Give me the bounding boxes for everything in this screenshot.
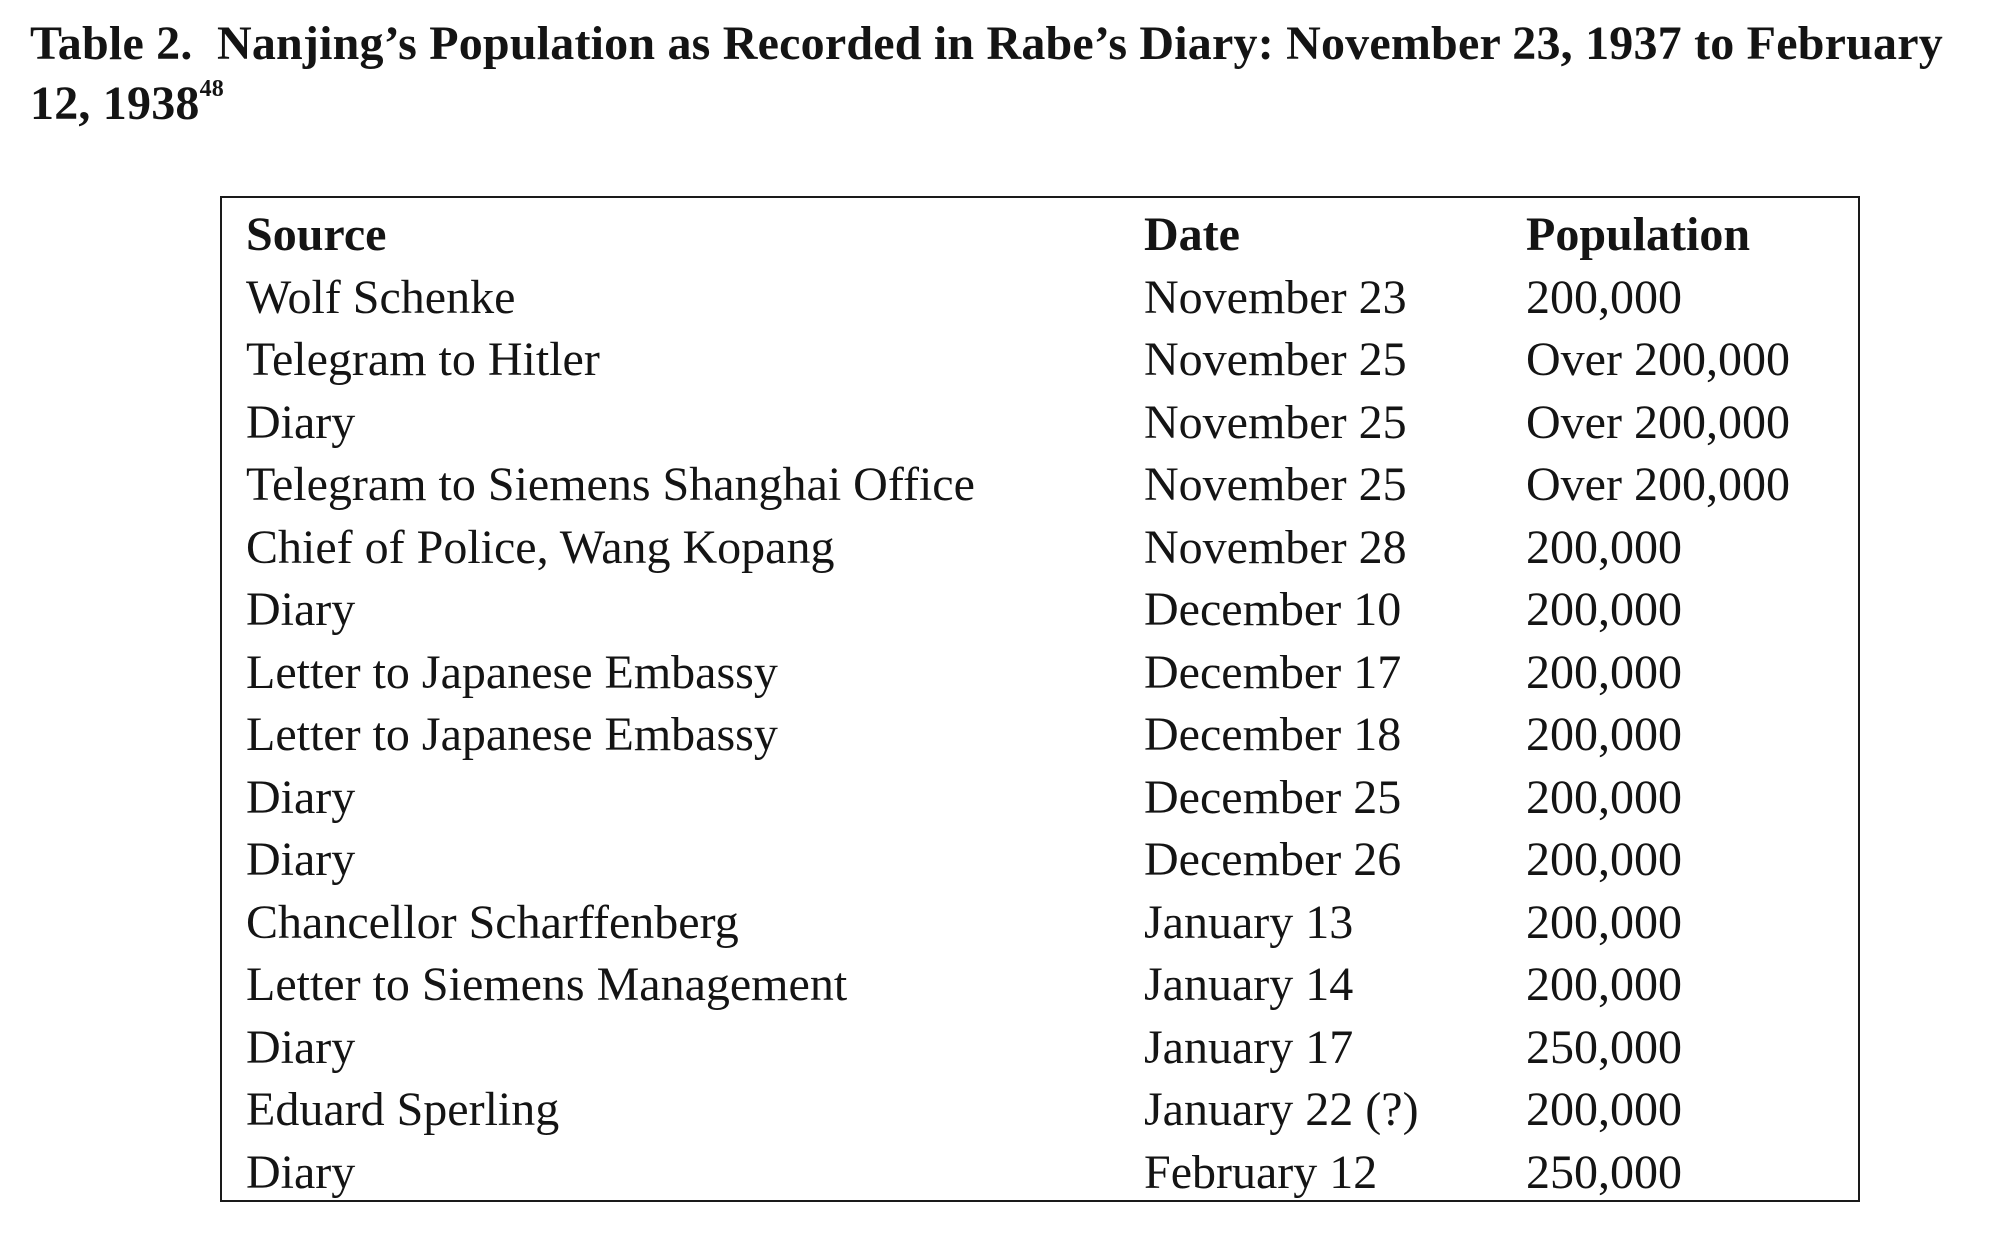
cell-source: Telegram to Hitler <box>246 333 600 386</box>
table-row <box>246 579 1826 642</box>
cell-source: Telegram to Siemens Shanghai Office <box>246 458 975 511</box>
cell-date: November 25 <box>1144 333 1407 386</box>
cell-date: January 22 (?) <box>1144 1083 1419 1136</box>
cell-population: Over 200,000 <box>1526 458 1790 511</box>
cell-date: November 28 <box>1144 520 1407 574</box>
table-row <box>246 642 1826 705</box>
cell-population: Over 200,000 <box>1526 333 1790 386</box>
cell-source: Diary <box>246 1020 356 1074</box>
cell-date: January 13 <box>1144 895 1354 949</box>
cell-population: Over 200,000 <box>1526 395 1790 449</box>
table-row <box>246 267 1826 330</box>
cell-date: December 26 <box>1144 833 1402 886</box>
cell-population: 250,000 <box>1526 1145 1682 1199</box>
cell-date: December 10 <box>1144 583 1402 636</box>
table-row <box>246 954 1826 1017</box>
table-row <box>246 517 1826 580</box>
cell-source: Chief of Police, Wang Kopang <box>246 520 835 574</box>
header-date: Date <box>1144 208 1240 261</box>
cell-population: 250,000 <box>1526 1020 1682 1074</box>
cell-population: 200,000 <box>1526 645 1682 699</box>
table-row <box>246 1142 1826 1205</box>
cell-source: Letter to Japanese Embassy <box>246 708 778 761</box>
cell-population: 200,000 <box>1526 520 1682 574</box>
table-row <box>246 767 1826 830</box>
cell-date: December 18 <box>1144 708 1402 761</box>
cell-source: Letter to Japanese Embassy <box>246 645 778 699</box>
cell-date: January 14 <box>1144 958 1354 1011</box>
table-row <box>246 454 1826 517</box>
table-header-row <box>246 204 1826 267</box>
cell-source: Diary <box>246 833 356 886</box>
table-row <box>246 1079 1826 1142</box>
cell-date: December 17 <box>1144 645 1402 699</box>
cell-population: 200,000 <box>1526 1083 1682 1136</box>
cell-source: Letter to Siemens Management <box>246 958 848 1011</box>
cell-source: Chancellor Scharffenberg <box>246 895 739 949</box>
cell-source: Diary <box>246 1145 356 1199</box>
table-row <box>246 704 1826 767</box>
table-caption <box>30 14 1980 134</box>
cell-population: 200,000 <box>1526 833 1682 886</box>
population-table <box>246 204 1826 1204</box>
cell-source: Diary <box>246 583 356 636</box>
table-title: Nanjing’s Population as Recorded in Rabe’s Diary: November 23, 1937 to February 12, 1938 <box>30 17 1943 130</box>
table-label: Table 2. <box>30 17 193 70</box>
cell-date: November 23 <box>1144 270 1407 324</box>
footnote-marker: 48 <box>199 76 225 102</box>
cell-source: Diary <box>246 770 356 824</box>
cell-date: January 17 <box>1144 1020 1354 1074</box>
header-source: Source <box>246 208 387 261</box>
cell-source: Wolf Schenke <box>246 270 516 324</box>
cell-population: 200,000 <box>1526 583 1682 636</box>
table-row <box>246 1017 1826 1080</box>
table-row <box>246 829 1826 892</box>
cell-population: 200,000 <box>1526 770 1682 824</box>
cell-date: December 25 <box>1144 770 1402 824</box>
cell-population: 200,000 <box>1526 270 1682 324</box>
cell-date: February 12 <box>1144 1145 1378 1199</box>
cell-population: 200,000 <box>1526 895 1682 949</box>
cell-date: November 25 <box>1144 458 1407 511</box>
cell-population: 200,000 <box>1526 708 1682 761</box>
table-row <box>246 392 1826 455</box>
header-population: Population <box>1526 208 1751 261</box>
cell-date: November 25 <box>1144 395 1407 449</box>
cell-population: 200,000 <box>1526 958 1682 1011</box>
cell-source: Eduard Sperling <box>246 1083 560 1136</box>
table-row <box>246 892 1826 955</box>
population-table-frame <box>220 196 1860 1202</box>
table-row <box>246 329 1826 392</box>
cell-source: Diary <box>246 395 356 449</box>
